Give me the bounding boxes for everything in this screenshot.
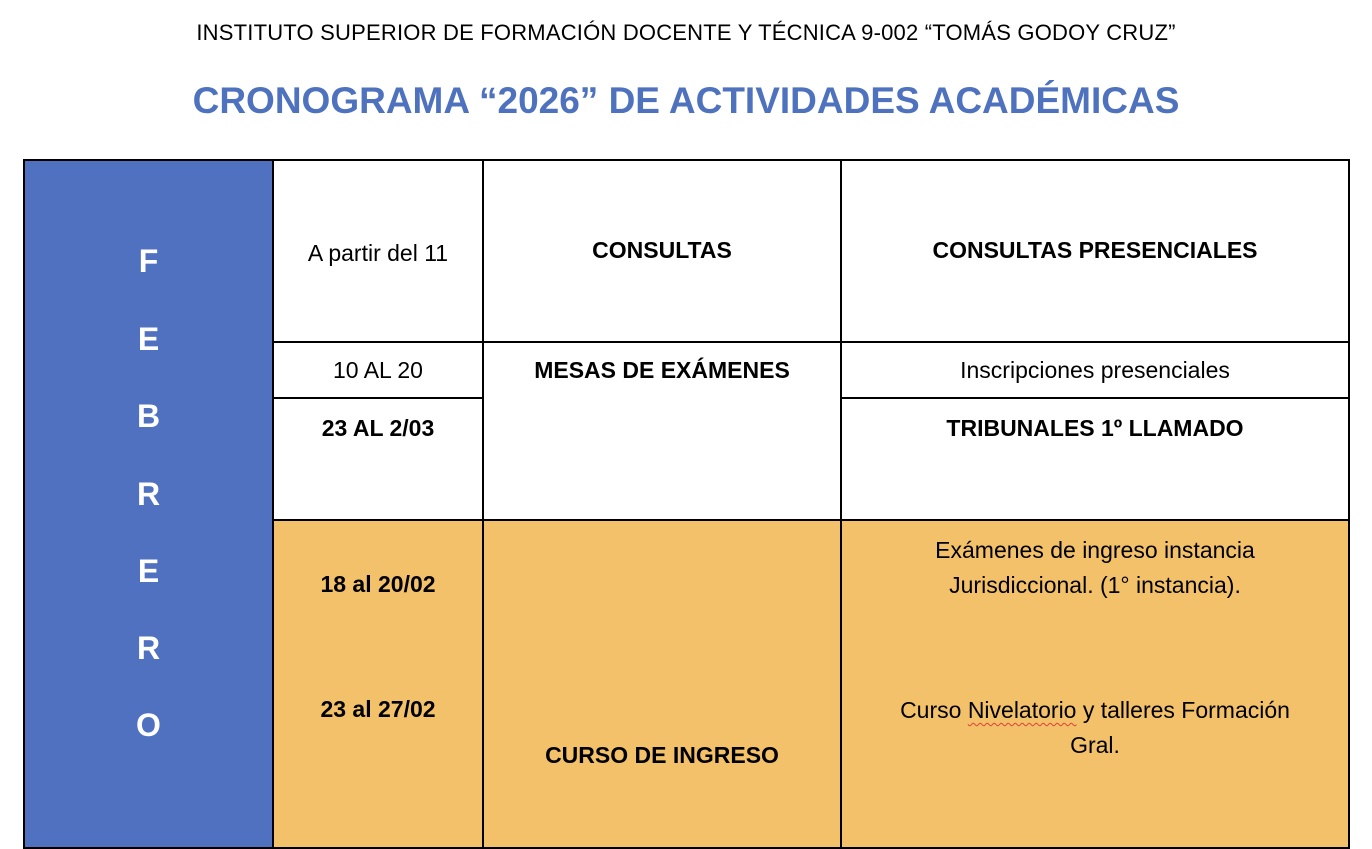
ingreso-activity-cell (482, 519, 842, 849)
ingreso-detail-2-prefix: Curso (900, 697, 968, 723)
consultas-activity-cell (482, 159, 842, 343)
mesas-date-2: 23 AL 2/03 (321, 415, 435, 441)
mesas-activity-cell (482, 341, 842, 522)
mesas-detail-1: Inscripciones presenciales (960, 357, 1230, 383)
ingreso-detail-cell (840, 519, 1350, 849)
month-letter: E (137, 553, 160, 589)
consultas-activity: CONSULTAS (592, 237, 732, 263)
ingreso-date-cell (272, 519, 484, 849)
consultas-date-cell (272, 159, 484, 343)
mesas-activity: MESAS DE EXÁMENES (534, 357, 790, 383)
mesas-date-1: 10 AL 20 (333, 357, 423, 383)
mesas-detail-1-cell (840, 341, 1350, 399)
mesas-date-1-cell (272, 341, 484, 399)
month-column (23, 159, 274, 849)
consultas-date: A partir del 11 (307, 240, 449, 266)
page-title: CRONOGRAMA “2026” DE ACTIVIDADES ACADÉMICAS (192, 80, 1180, 121)
month-letter: F (138, 243, 159, 279)
ingreso-detail-2-suffix: y talleres Formación (1076, 697, 1290, 723)
month-letter: O (136, 707, 161, 743)
mesas-detail-2: TRIBUNALES 1º LLAMADO (946, 415, 1244, 441)
month-letter: B (136, 398, 161, 434)
ingreso-detail-2-line1 (842, 693, 1348, 728)
ingreso-date-1: 18 al 20/02 (320, 571, 436, 597)
ingreso-date-2: 23 al 27/02 (320, 696, 436, 722)
mesas-date-2-cell (272, 397, 484, 522)
ingreso-detail-2-line2: Gral. (1070, 732, 1120, 758)
month-letter: R (136, 630, 161, 666)
consultas-detail-cell (840, 159, 1350, 343)
institute-name: INSTITUTO SUPERIOR DE FORMACIÓN DOCENTE Y TÉCNICA 9-002 “TOMÁS GODOY CRUZ” (196, 20, 1176, 45)
month-letter: R (136, 476, 161, 512)
ingreso-detail-1-line2: Jurisdiccional. (1° instancia). (949, 572, 1241, 598)
ingreso-detail-1-line1: Exámenes de ingreso instancia (935, 537, 1255, 563)
month-letter: E (137, 321, 160, 357)
mesas-detail-2-cell (840, 397, 1350, 522)
consultas-detail: CONSULTAS PRESENCIALES (932, 237, 1258, 263)
ingreso-activity: CURSO DE INGRESO (545, 742, 779, 768)
spellcheck-word: Nivelatorio (967, 697, 1077, 723)
